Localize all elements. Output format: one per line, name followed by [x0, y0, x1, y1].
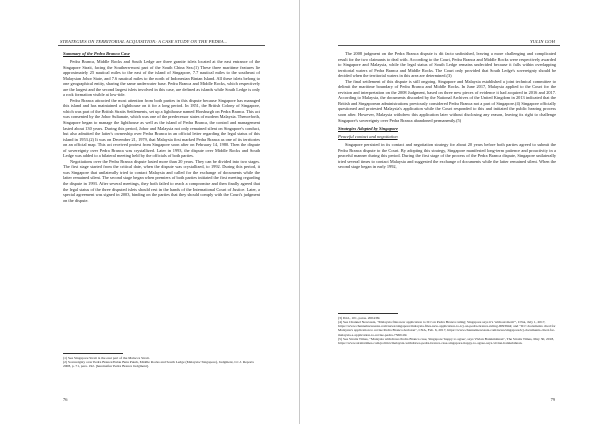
header-rule	[338, 45, 560, 46]
footnotes	[63, 353, 260, 368]
footnote: (3) Ibid., 101, paras. 2004/99.	[338, 315, 381, 320]
footnote: (4) See Channel Newsasia, "Malaysia files new application to ICJ on Pedra Branca ruling; Singapore says it's 'without merit'", CNA, July 1, 2017, https://www.channelnewsasia.com/news/singapore/malaysia-files-new-application-to-icj-on-pedra-branca-ruling-9093944; and "ICJ: documents cited for Malaysia's application to revise Pedra Branca decision", CNA, Feb. 6, 2017, https://www.channelnewsasia.com/news/singapore/icj-documents-cited-for-malaysia-s-application-to-revise-pedra-7560149.	[338, 319, 556, 337]
body-paragraph: Pedra Branca, Middle Rocks and South Ledge are three granite islets located at the east entrance of the Singapore Strait, facing the Southern-most part of the South China Sea.(1) These three maritime features lie approximately 25 nautical miles to the east of the island of Singapore, 7.7 nautical miles to the southeast of Malaysian Johor State, and 7.6 nautical miles to the north of Indonesian Bintan Island. All these islets belong to one geographical entity, sharing the same underwater base. Pedra Branca and Middle Rocks, which respectively are the largest and the second largest islets involved in this case, are defined as islands while South Ledge is only a rock formation visible at low-tide.	[63, 59, 260, 98]
page-number: 76	[63, 397, 68, 402]
section-heading: Summary of the Pedra Branca Case	[63, 51, 130, 56]
footnote-rule	[63, 353, 123, 354]
body-column	[338, 51, 556, 170]
footnote: (1) See Singapore Strait is the east part of the Malacca Strait.	[63, 355, 150, 360]
running-header: YULIN GOH	[529, 39, 555, 44]
body-paragraph: Singapore persisted in its contact and negotiation strategy for about 20 years before both parties agreed to submit the Pedra Branca dispute to the Court. By adopting this strategy, Singapore manifested long-term patience and proactivity in a peaceful manner during this period. During the first stage of the process of the Pedra Branca dispute, Singapore unilaterally tried several times to contact Malaysia and suggested the exchange of documents while the latter remained silent. When the second stage began in early 1992,	[338, 142, 556, 170]
body-paragraph: The final settlement of this dispute is still ongoing. Singapore and Malaysia established a joint technical committee to delimit the maritime boundary of Pedra Branca and Middle Rocks. In June 2017, Malaysia applied to the Court for the revision and interpretation on the 2008 Judgment, based on three new pieces of evidence it had acquired in 2016 and 2017. According to Malaysia, the documents discarded by the National Archives of the United Kingdom in 2013 indicated that the British and Singaporean administrations previously considered Pedra Branca not a part of Singapore.(4) Singapore officially questioned and protested Malaysia's application while the Court responded to this and initiated the public hearing process soon after. However, Malaysia withdrew this application later without disclosing any reason, leaving its right to challenge Singapore's sovereignty over Pedra Branca abandoned permanently.(5)	[338, 78, 556, 123]
page-number: 79	[550, 397, 555, 402]
body-paragraph: Negotiations over the Pedra Branca dispute lasted more than 20 years. They can be divided into two stages. The first stage started from the critical date, when the dispute was crystallized, to 1992. During this period, it was Singapore that unilaterally tried to contact Malaysia and called for the exchange of documents while the latter remained silent. The second stage began when premiers of both parties initiated the first meeting regarding the dispute in 1993. After several meetings, they both failed to reach a compromise and then finally agreed that the legal status of the three disputed islets should rest in the hands of the International Court of Justice. Later, a special agreement was signed in 2003, binding on the parties that they should comply with the Court's judgment on the dispute.	[63, 158, 260, 203]
section-heading: Strategies Adopted by Singapore	[338, 126, 398, 132]
body-paragraph: The 2008 judgment on the Pedra Branca dispute is dit facto unfinished, leaving a more challenging and complicated result for the two claimants to deal with. According to the Court, Pedra Branca and Middle Rocks were respectively awarded to Singapore and Malaysia, while the legal status of South Ledge remains undecided because it falls within overlapping territorial waters of Pedra Branca and Middle Rocks. The Court only provided that South Ledge's sovereignty should be decided when the territorial waters in this area are determined.(3)	[338, 51, 556, 79]
footnote: (2) Sovereignty over Pedra Branca/Pulau Batu Puteh, Middle Rocks and South Ledge (Malaysia/ Singapore), Judgment, I.C.J. Reports 2008, p. 71, para. 192. [hereinafter Pedra Branca Judgment].	[63, 359, 254, 368]
footnotes	[338, 313, 556, 345]
header-rule	[58, 45, 265, 46]
running-header: STRATEGIES ON TERRITORIAL ACQUISITION: A CASE STUDY ON THE PEDRA...	[60, 39, 228, 44]
right-page	[300, 0, 600, 424]
subheading: Peaceful contact and negotiation	[338, 134, 398, 140]
body-column	[63, 51, 260, 203]
body-paragraph: Pedra Branca attracted the most attention from both parties in this dispute because Singapore has managed this island and has maintained a lighthouse on it for a long period. In 1851, the British Colony of Singapore, which was part of the British Straits Settlements, set up a lighthouse named Horsburgh on Pedra Branca. This act was consented by the Johor Sultanate, which was one of the predecessor states of modern Malaysia. Thenceforth, Singapore began to manage the lighthouse as well as the island of Pedra Branca, the control and management lasted about 130 years. During this period, Johor and Malaysia not only remained silent on Singapore's conduct, but also admitted the latter's ownership over Pedra Branca in an official letter regarding the legal status of this island in 1953.(2) It was on December 21, 1979, that Malaysia first marked Pedra Branca as one of its territories on an official map. This act received protest from Singapore soon after on February 14, 1980. Then the dispute of sovereignty over Pedra Branca was crystallized. Later in 1993, the dispute over Middle Rocks and South Ledge was added to a bilateral meeting held by the officials of both parties.	[63, 97, 260, 159]
footnote: (5) See Straits Times, "Malaysia withdraws Pedra Branca case, Singapore 'happy to agree', says Vivian Balakrishnan", The Straits Times, May 30, 2018, https://www.straitstimes.com/politics/malaysia-withdraws-pedra-branca-case-singapore-happy-to-agree-says-vivian-balakrishnan.	[338, 336, 555, 345]
footnote-rule	[338, 313, 398, 314]
